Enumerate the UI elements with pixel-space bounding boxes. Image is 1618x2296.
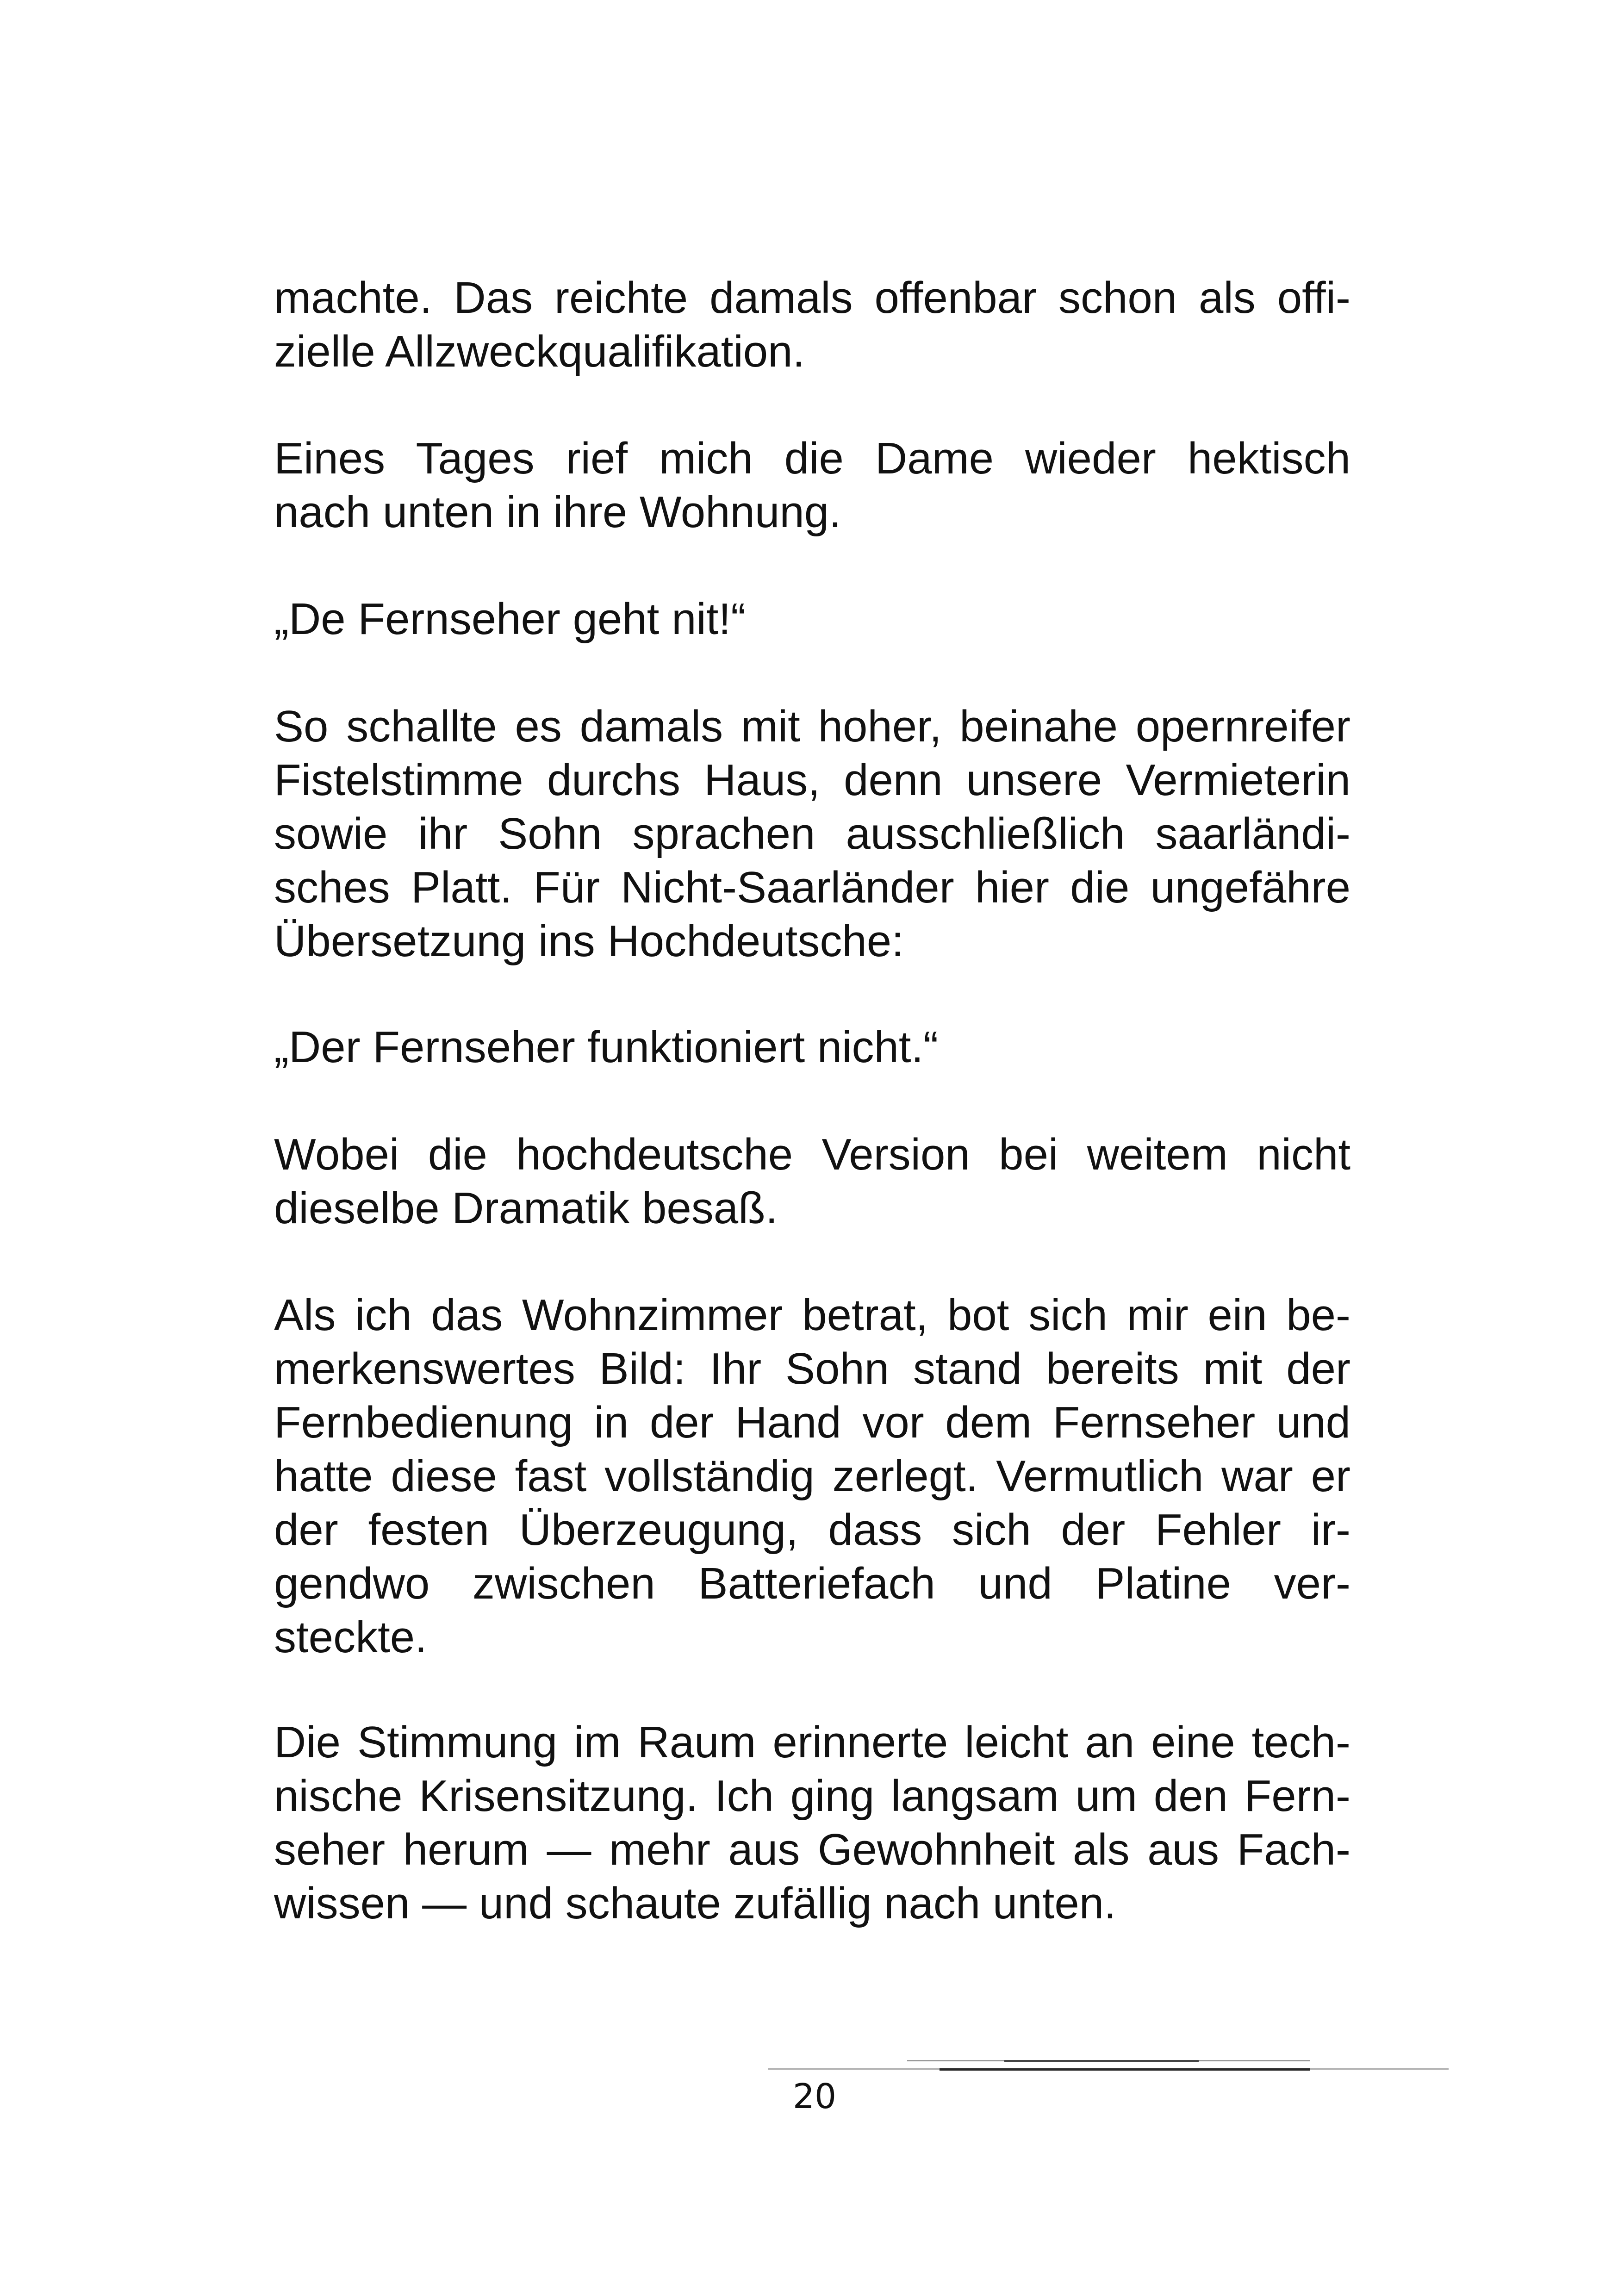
text-line: sowie ihr Sohn sprachen ausschließlich saarländi- [274, 809, 1350, 859]
text-line: zielle Allzweckqualifikation. [274, 327, 805, 376]
text-line: Wobei die hochdeutsche Version bei weitem nicht [274, 1130, 1350, 1179]
text-line: „De Fernseher geht nit!“ [274, 594, 746, 644]
text-line: Eines Tages rief mich die Dame wieder hektisch [274, 434, 1350, 483]
text-line: Fernbedienung in der Hand vor dem Fernseher und [274, 1398, 1350, 1447]
paragraph [274, 1716, 1350, 1930]
paragraph [274, 1128, 1350, 1235]
text-line: der festen Überzeugung, dass sich der Fehler ir- [274, 1505, 1350, 1555]
text-line: gendwo zwischen Batteriefach und Platine ver- [274, 1559, 1350, 1608]
text-line: Die Stimmung im Raum erinnerte leicht an eine tech- [274, 1717, 1350, 1767]
page-number: 20 [792, 2077, 837, 2116]
text-line: machte. Das reichte damals offenbar schon als offi- [274, 273, 1350, 323]
text-line: steckte. [274, 1612, 427, 1662]
paragraph [274, 1020, 1350, 1074]
text-line: „Der Fernseher funktioniert nicht.“ [274, 1022, 939, 1072]
text-line: sches Platt. Für Nicht-Saarländer hier die ungefähre [274, 863, 1350, 912]
paragraph [274, 700, 1350, 968]
text-line: Übersetzung ins Hochdeutsche: [274, 916, 904, 966]
text-line: wissen — und schaute zufällig nach unten. [274, 1879, 1116, 1928]
text-line: nische Krisensitzung. Ich ging langsam um den Fern- [274, 1771, 1350, 1821]
text-line: Fistelstimme durchs Haus, denn unsere Vermieterin [274, 755, 1350, 805]
text-line: seher herum — mehr aus Gewohnheit als aus Fach- [274, 1825, 1350, 1874]
text-line: dieselbe Dramatik besaß. [274, 1183, 778, 1233]
paragraph [274, 592, 1350, 646]
paragraph [274, 1288, 1350, 1664]
text-line: Als ich das Wohnzimmer betrat, bot sich mir ein be- [274, 1290, 1350, 1340]
paragraph [274, 432, 1350, 539]
text-line: So schallte es damals mit hoher, beinahe opernreifer [274, 702, 1350, 751]
text-line: nach unten in ihre Wohnung. [274, 487, 841, 537]
footer-divider [1004, 2060, 1199, 2062]
paragraph [274, 271, 1350, 379]
text-line: merkenswertes Bild: Ihr Sohn stand bereits mit der [274, 1344, 1350, 1394]
text-line: hatte diese fast vollständig zerlegt. Vermutlich war er [274, 1451, 1350, 1501]
footer-divider [940, 2068, 1310, 2071]
